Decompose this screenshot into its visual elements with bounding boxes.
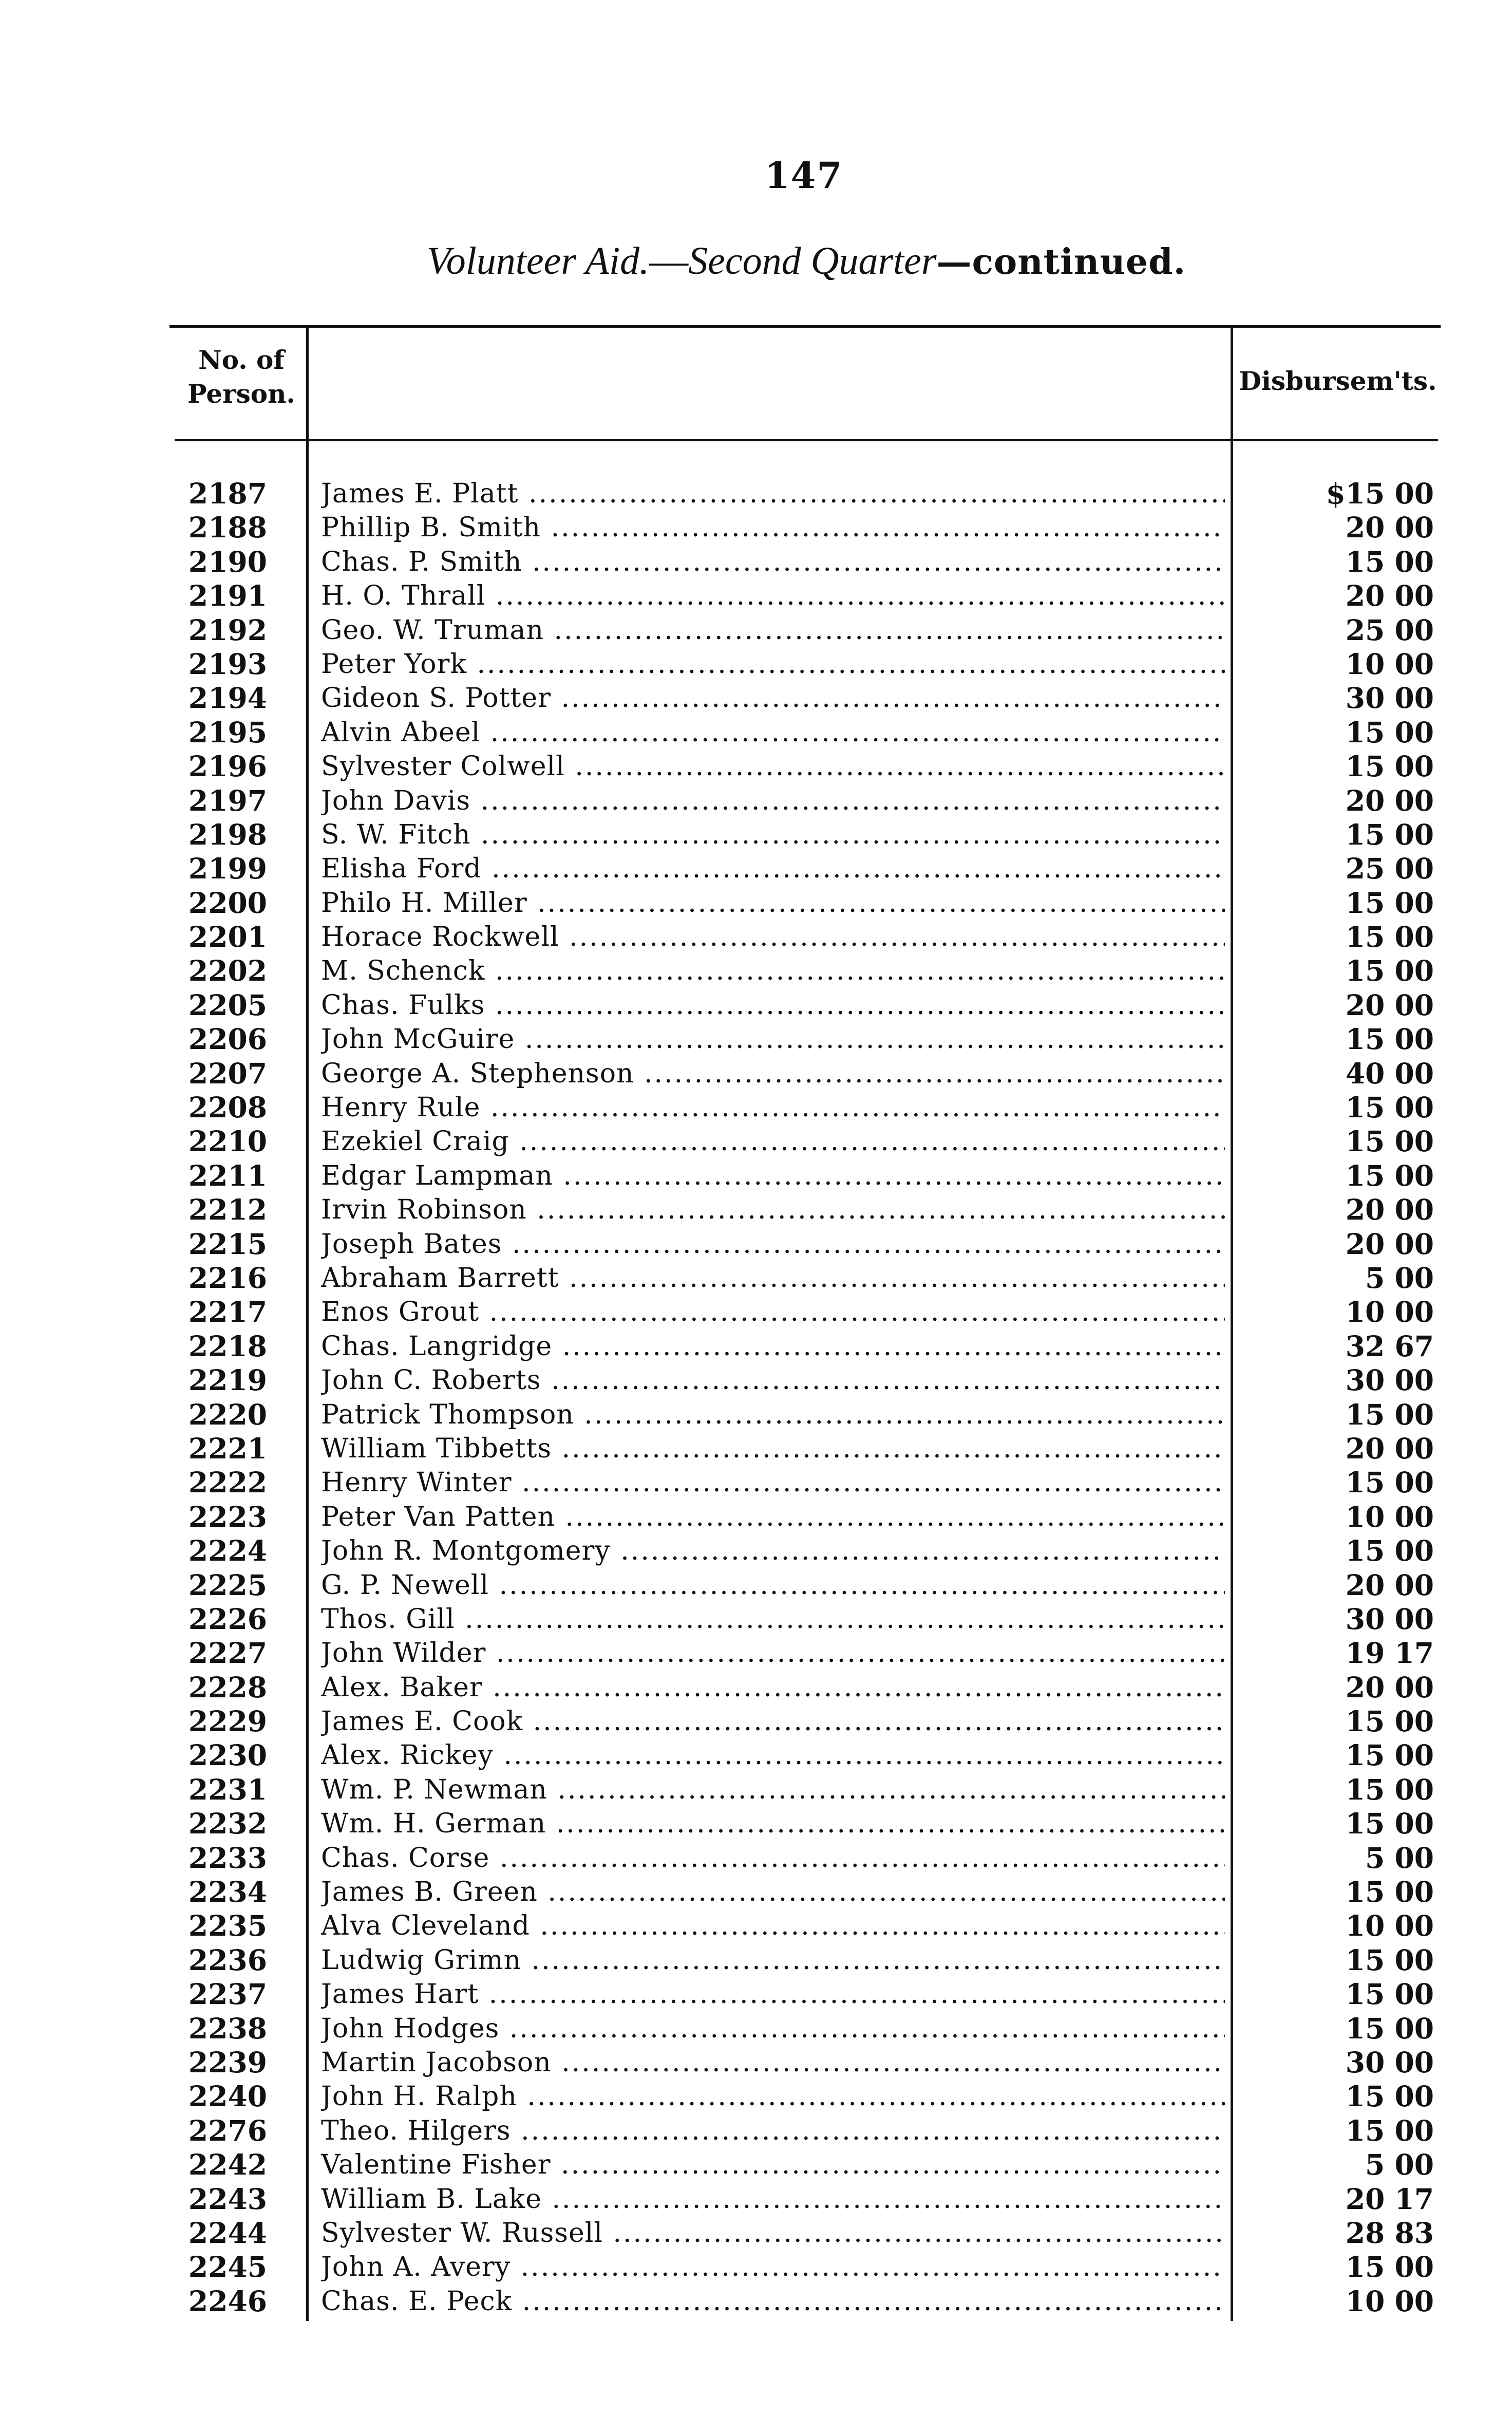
person-number: 2232 bbox=[188, 1807, 267, 1841]
table-row bbox=[0, 2182, 1512, 2216]
person-name: Enos Grout ..... bbox=[321, 1295, 1225, 1329]
person-number: 2194 bbox=[188, 681, 267, 715]
person-number: 2229 bbox=[188, 1704, 267, 1738]
person-number: 2187 bbox=[188, 477, 267, 510]
person-number: 2198 bbox=[188, 817, 267, 851]
table-row bbox=[0, 1363, 1512, 1397]
table-row bbox=[0, 1704, 1512, 1738]
table-row bbox=[0, 2216, 1512, 2250]
person-name: Irvin Robinson ..... bbox=[321, 1193, 1225, 1227]
disbursement-amount: 20 00 bbox=[1345, 1568, 1434, 1602]
column-header-person-number bbox=[172, 343, 311, 411]
person-name: William Tibbetts ..... bbox=[321, 1432, 1225, 1466]
person-name: Patrick Thompson ..... bbox=[321, 1398, 1225, 1432]
person-name: Henry Rule ..... bbox=[321, 1091, 1225, 1125]
table-row bbox=[0, 1500, 1512, 1534]
person-number: 2195 bbox=[188, 715, 267, 749]
person-name: Gideon S. Potter ..... bbox=[321, 681, 1225, 715]
person-number: 2233 bbox=[188, 1841, 267, 1875]
disbursement-amount: 20 00 bbox=[1345, 1227, 1434, 1261]
person-number: 2238 bbox=[188, 2011, 267, 2045]
person-name: G. P. Newell ..... bbox=[321, 1568, 1225, 1602]
person-name: Thos. Gill ..... bbox=[321, 1602, 1225, 1636]
person-number: 2191 bbox=[188, 579, 267, 613]
person-name: Wm. H. German ..... bbox=[321, 1807, 1225, 1841]
disbursement-amount: 10 00 bbox=[1345, 2284, 1434, 2318]
disbursement-amount: 10 00 bbox=[1345, 1295, 1434, 1329]
disbursement-amount: 15 00 bbox=[1345, 2113, 1434, 2147]
person-number: 2237 bbox=[188, 1977, 267, 2011]
table-row bbox=[0, 1841, 1512, 1875]
table-row bbox=[0, 2114, 1512, 2148]
person-name: John H. Ralph ..... bbox=[321, 2080, 1225, 2113]
table-row bbox=[0, 1807, 1512, 1841]
person-name: Horace Rockwell ..... bbox=[321, 920, 1225, 954]
person-name: George A. Stephenson ..... bbox=[321, 1057, 1225, 1091]
person-name: James B. Green ..... bbox=[321, 1875, 1225, 1909]
person-name: Sylvester W. Russell ..... bbox=[321, 2216, 1225, 2250]
person-number: 2210 bbox=[188, 1125, 267, 1158]
table-row bbox=[0, 1738, 1512, 1772]
table-row bbox=[0, 1568, 1512, 1602]
person-name: Alva Cleveland ..... bbox=[321, 1909, 1225, 1943]
person-number: 2239 bbox=[188, 2045, 267, 2079]
person-number: 2230 bbox=[188, 1738, 267, 1772]
person-number: 2225 bbox=[188, 1568, 267, 1602]
person-name: Chas. Fulks ..... bbox=[321, 988, 1225, 1022]
person-number: 2236 bbox=[188, 1943, 267, 1977]
person-name: John McGuire ..... bbox=[321, 1022, 1225, 1056]
disbursement-amount: 20 00 bbox=[1345, 511, 1434, 545]
disbursement-amount: 25 00 bbox=[1345, 613, 1434, 647]
disbursement-amount: 20 00 bbox=[1345, 783, 1434, 817]
disbursement-amount: $15 00 bbox=[1326, 477, 1434, 510]
disbursement-amount: 15 00 bbox=[1345, 886, 1434, 920]
disbursement-amount: 20 00 bbox=[1345, 1193, 1434, 1227]
disbursement-amount: 15 00 bbox=[1345, 1977, 1434, 2011]
table-row bbox=[0, 1091, 1512, 1125]
disbursement-amount: 30 00 bbox=[1345, 1602, 1434, 1636]
disbursement-amount: 15 00 bbox=[1345, 1125, 1434, 1158]
disbursement-amount: 30 00 bbox=[1345, 681, 1434, 715]
ledger-table-body bbox=[0, 477, 1512, 2318]
person-number: 2196 bbox=[188, 750, 267, 783]
person-name: Peter Van Patten ..... bbox=[321, 1500, 1225, 1534]
disbursement-amount: 28 83 bbox=[1345, 2216, 1434, 2250]
person-name: Edgar Lampman ..... bbox=[321, 1159, 1225, 1193]
person-name: John Wilder ..... bbox=[321, 1636, 1225, 1670]
disbursement-amount: 19 17 bbox=[1345, 1636, 1434, 1670]
disbursement-amount: 15 00 bbox=[1345, 954, 1434, 988]
person-name: H. O. Thrall ..... bbox=[321, 579, 1225, 613]
person-number: 2240 bbox=[188, 2080, 267, 2113]
disbursement-amount: 15 00 bbox=[1345, 1022, 1434, 1056]
person-number: 2242 bbox=[188, 2148, 267, 2182]
person-name: John C. Roberts ..... bbox=[321, 1363, 1225, 1397]
person-number: 2221 bbox=[188, 1431, 267, 1465]
table-row bbox=[0, 2046, 1512, 2080]
table-row bbox=[0, 716, 1512, 750]
disbursement-amount: 15 00 bbox=[1345, 1466, 1434, 1500]
person-name: James E. Platt ..... bbox=[321, 477, 1225, 511]
person-name: Peter York ..... bbox=[321, 647, 1225, 681]
person-number: 2201 bbox=[188, 920, 267, 954]
person-name: John Davis ..... bbox=[321, 784, 1225, 818]
table-row bbox=[0, 1125, 1512, 1158]
person-number: 2222 bbox=[188, 1466, 267, 1500]
person-name: Theo. Hilgers ..... bbox=[321, 2114, 1225, 2148]
disbursement-amount: 15 00 bbox=[1345, 1738, 1434, 1772]
person-number: 2234 bbox=[188, 1875, 267, 1909]
person-number: 2226 bbox=[188, 1602, 267, 1636]
table-row bbox=[0, 1227, 1512, 1261]
disbursement-amount: 15 00 bbox=[1345, 2011, 1434, 2045]
table-row bbox=[0, 1193, 1512, 1227]
person-name: Valentine Fisher ..... bbox=[321, 2148, 1225, 2182]
person-number: 2276 bbox=[188, 2113, 267, 2147]
table-row bbox=[0, 613, 1512, 647]
person-number: 2206 bbox=[188, 1022, 267, 1056]
table-row bbox=[0, 1909, 1512, 1943]
disbursement-amount: 30 00 bbox=[1345, 2045, 1434, 2079]
disbursement-amount: 15 00 bbox=[1345, 1875, 1434, 1909]
person-number: 2212 bbox=[188, 1193, 267, 1227]
person-name: Joseph Bates ..... bbox=[321, 1227, 1225, 1261]
table-row bbox=[0, 1943, 1512, 1977]
table-row bbox=[0, 1875, 1512, 1909]
title-continued: continued. bbox=[972, 241, 1186, 283]
person-name: Chas. P. Smith ..... bbox=[321, 545, 1225, 579]
disbursement-amount: 32 67 bbox=[1345, 1329, 1434, 1363]
person-name: Philo H. Miller ..... bbox=[321, 886, 1225, 920]
person-number: 2205 bbox=[188, 988, 267, 1022]
person-number: 2245 bbox=[188, 2250, 267, 2284]
disbursement-amount: 15 00 bbox=[1345, 1397, 1434, 1431]
person-name: Henry Winter ..... bbox=[321, 1466, 1225, 1500]
person-number: 2193 bbox=[188, 647, 267, 681]
person-name: Chas. Corse ..... bbox=[321, 1841, 1225, 1875]
person-name: Alex. Baker ..... bbox=[321, 1671, 1225, 1704]
person-number: 2227 bbox=[188, 1636, 267, 1670]
column-header-line-1: No. of bbox=[198, 345, 285, 375]
table-row bbox=[0, 1022, 1512, 1056]
table-row bbox=[0, 1432, 1512, 1466]
disbursement-amount: 10 00 bbox=[1345, 1909, 1434, 1943]
table-row bbox=[0, 511, 1512, 545]
person-number: 2219 bbox=[188, 1363, 267, 1397]
table-row bbox=[0, 1977, 1512, 2011]
person-number: 2208 bbox=[188, 1091, 267, 1125]
table-row bbox=[0, 886, 1512, 920]
disbursement-amount: 15 00 bbox=[1345, 750, 1434, 783]
person-number: 2197 bbox=[188, 783, 267, 817]
person-number: 2211 bbox=[188, 1158, 267, 1192]
column-header-disbursements: Disbursem'ts. bbox=[1239, 366, 1437, 396]
person-number: 2231 bbox=[188, 1772, 267, 1806]
disbursement-amount: 20 17 bbox=[1345, 2182, 1434, 2216]
table-row bbox=[0, 2250, 1512, 2284]
table-row bbox=[0, 1773, 1512, 1807]
table-row bbox=[0, 1261, 1512, 1295]
person-number: 2190 bbox=[188, 545, 267, 578]
person-name: William B. Lake ..... bbox=[321, 2182, 1225, 2216]
disbursement-amount: 10 00 bbox=[1345, 1500, 1434, 1533]
disbursement-amount: 20 00 bbox=[1345, 1431, 1434, 1465]
header-bottom-rule bbox=[175, 439, 1438, 441]
person-name: Alvin Abeel ..... bbox=[321, 716, 1225, 750]
table-row bbox=[0, 477, 1512, 511]
person-name: Chas. E. Peck ..... bbox=[321, 2284, 1225, 2318]
disbursement-amount: 15 00 bbox=[1345, 1534, 1434, 1568]
person-name: Chas. Langridge ..... bbox=[321, 1329, 1225, 1363]
person-number: 2215 bbox=[188, 1227, 267, 1261]
disbursement-amount: 15 00 bbox=[1345, 2250, 1434, 2284]
person-name: James E. Cook ..... bbox=[321, 1704, 1225, 1738]
table-row bbox=[0, 784, 1512, 818]
table-row bbox=[0, 750, 1512, 783]
title-dash-1: — bbox=[649, 239, 689, 283]
person-name: Martin Jacobson ..... bbox=[321, 2046, 1225, 2080]
disbursement-amount: 5 00 bbox=[1365, 1261, 1434, 1295]
table-row bbox=[0, 579, 1512, 613]
person-number: 2220 bbox=[188, 1397, 267, 1431]
page-title bbox=[0, 239, 1512, 284]
person-number: 2217 bbox=[188, 1295, 267, 1329]
table-row bbox=[0, 954, 1512, 988]
disbursement-amount: 30 00 bbox=[1345, 1363, 1434, 1397]
person-name: Alex. Rickey ..... bbox=[321, 1738, 1225, 1772]
table-row bbox=[0, 1602, 1512, 1636]
disbursement-amount: 15 00 bbox=[1345, 1807, 1434, 1841]
person-number: 2200 bbox=[188, 886, 267, 920]
person-name: S. W. Fitch ..... bbox=[321, 818, 1225, 852]
disbursement-amount: 20 00 bbox=[1345, 1670, 1434, 1704]
disbursement-amount: 15 00 bbox=[1345, 1943, 1434, 1977]
table-row bbox=[0, 1295, 1512, 1329]
table-row bbox=[0, 988, 1512, 1022]
table-row bbox=[0, 818, 1512, 852]
disbursement-amount: 15 00 bbox=[1345, 545, 1434, 578]
person-name: Phillip B. Smith ..... bbox=[321, 511, 1225, 545]
person-number: 2202 bbox=[188, 954, 267, 988]
disbursement-amount: 15 00 bbox=[1345, 1772, 1434, 1806]
person-name: John Hodges ..... bbox=[321, 2012, 1225, 2046]
person-number: 2192 bbox=[188, 613, 267, 647]
disbursement-amount: 15 00 bbox=[1345, 1704, 1434, 1738]
table-row bbox=[0, 2080, 1512, 2113]
page-number: 147 bbox=[764, 154, 843, 197]
person-number: 2216 bbox=[188, 1261, 267, 1295]
disbursement-amount: 5 00 bbox=[1365, 1841, 1434, 1875]
person-name: Wm. P. Newman ..... bbox=[321, 1773, 1225, 1807]
person-number: 2235 bbox=[188, 1909, 267, 1943]
disbursement-amount: 15 00 bbox=[1345, 920, 1434, 954]
person-number: 2228 bbox=[188, 1670, 267, 1704]
person-name: Sylvester Colwell ..... bbox=[321, 750, 1225, 783]
person-number: 2244 bbox=[188, 2216, 267, 2250]
title-volunteer-aid: Volunteer Aid. bbox=[426, 239, 650, 283]
disbursement-amount: 5 00 bbox=[1365, 2148, 1434, 2182]
table-top-rule bbox=[169, 325, 1441, 328]
disbursement-amount: 15 00 bbox=[1345, 715, 1434, 749]
person-name: Elisha Ford ..... bbox=[321, 852, 1225, 886]
table-row bbox=[0, 2012, 1512, 2046]
person-number: 2188 bbox=[188, 511, 267, 545]
table-row bbox=[0, 545, 1512, 579]
person-number: 2223 bbox=[188, 1500, 267, 1533]
table-row bbox=[0, 2284, 1512, 2318]
table-row bbox=[0, 1398, 1512, 1432]
person-name: John A. Avery ..... bbox=[321, 2250, 1225, 2284]
disbursement-amount: 15 00 bbox=[1345, 817, 1434, 851]
disbursement-amount: 15 00 bbox=[1345, 1158, 1434, 1192]
disbursement-amount: 40 00 bbox=[1345, 1056, 1434, 1090]
table-row bbox=[0, 852, 1512, 886]
person-name: James Hart ..... bbox=[321, 1977, 1225, 2011]
title-second-quarter: Second Quarter bbox=[688, 239, 937, 283]
table-row bbox=[0, 1636, 1512, 1670]
table-row bbox=[0, 647, 1512, 681]
table-row bbox=[0, 681, 1512, 715]
column-header-line-2: Person. bbox=[187, 379, 295, 409]
disbursement-amount: 20 00 bbox=[1345, 988, 1434, 1022]
person-name: Abraham Barrett ..... bbox=[321, 1261, 1225, 1295]
table-row bbox=[0, 1329, 1512, 1363]
table-row bbox=[0, 1671, 1512, 1704]
person-name: John R. Montgomery ..... bbox=[321, 1534, 1225, 1568]
person-name: Ludwig Grimn ..... bbox=[321, 1943, 1225, 1977]
person-name: Geo. W. Truman ..... bbox=[321, 613, 1225, 647]
table-row bbox=[0, 1057, 1512, 1091]
disbursement-amount: 20 00 bbox=[1345, 579, 1434, 613]
table-row bbox=[0, 1159, 1512, 1193]
person-number: 2218 bbox=[188, 1329, 267, 1363]
person-number: 2246 bbox=[188, 2284, 267, 2318]
table-row bbox=[0, 2148, 1512, 2182]
person-name: Ezekiel Craig ..... bbox=[321, 1125, 1225, 1158]
person-name: M. Schenck ..... bbox=[321, 954, 1225, 988]
table-row bbox=[0, 920, 1512, 954]
table-row bbox=[0, 1466, 1512, 1500]
person-number: 2207 bbox=[188, 1056, 267, 1090]
disbursement-amount: 10 00 bbox=[1345, 647, 1434, 681]
person-number: 2199 bbox=[188, 852, 267, 886]
disbursement-amount: 15 00 bbox=[1345, 1091, 1434, 1125]
disbursement-amount: 25 00 bbox=[1345, 852, 1434, 886]
person-number: 2224 bbox=[188, 1534, 267, 1568]
disbursement-amount: 15 00 bbox=[1345, 2080, 1434, 2113]
table-row bbox=[0, 1534, 1512, 1568]
title-dash-2: — bbox=[936, 241, 972, 283]
person-number: 2243 bbox=[188, 2182, 267, 2216]
